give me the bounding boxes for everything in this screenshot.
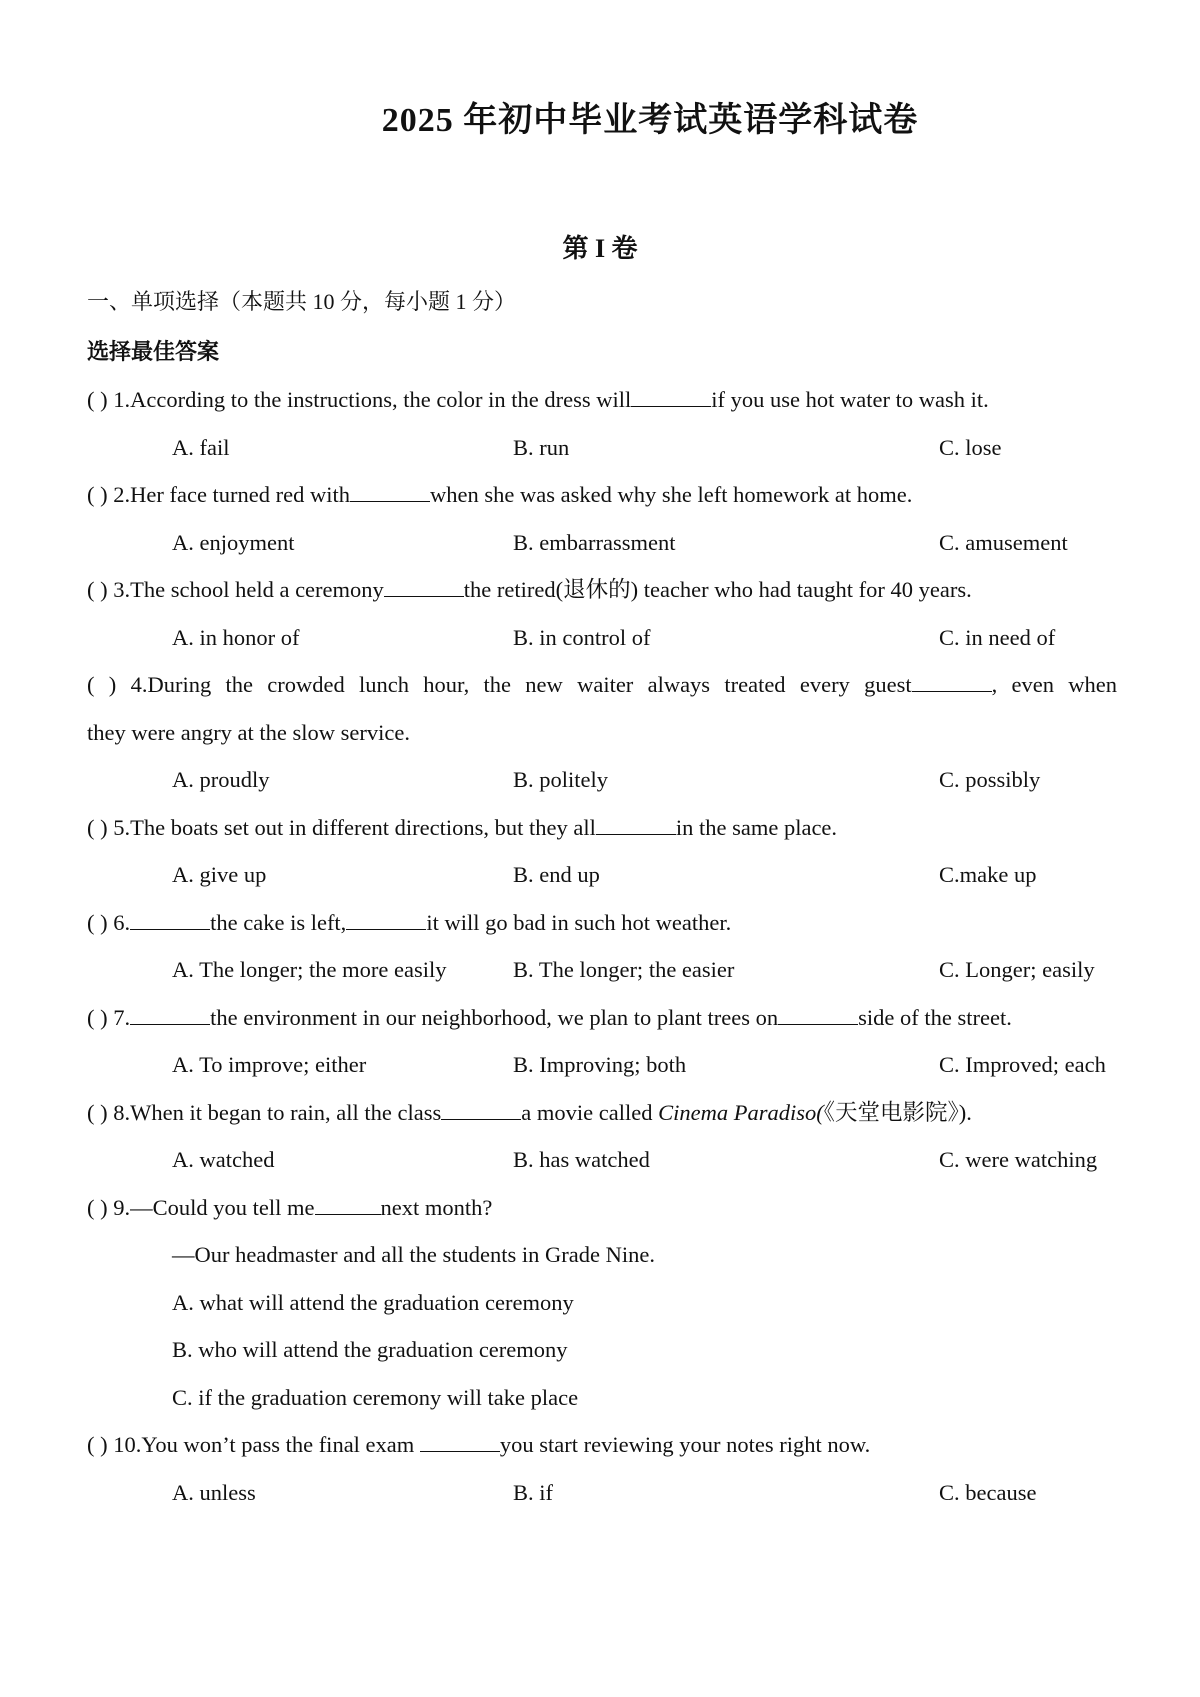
options-row	[87, 756, 1117, 804]
option-c[interactable]: C. were watching	[939, 1147, 1098, 1172]
option-c[interactable]: C. amusement	[939, 529, 1068, 555]
answer-blank	[631, 386, 711, 407]
answer-blank	[384, 576, 464, 597]
question-text: When it began to rain, all the class	[130, 1099, 442, 1125]
option-b[interactable]: B. The longer; the easier	[513, 957, 735, 982]
question-text: it will go bad in such hot weather.	[426, 909, 732, 935]
question-1	[87, 376, 1117, 471]
question-text: next month?	[380, 1194, 493, 1220]
question-stem	[87, 471, 1117, 519]
question-number: 5.	[113, 814, 131, 840]
question-3	[87, 566, 1117, 661]
options-row	[87, 519, 1117, 567]
question-text: The school held a ceremony	[130, 577, 384, 602]
question-stem	[87, 661, 1117, 709]
question-text: The boats set out in different directions, but they all	[130, 814, 596, 840]
option-a[interactable]: A. what will attend the graduation ceremony	[172, 1289, 574, 1315]
answer-blank	[346, 909, 426, 930]
option-a[interactable]: A. proudly	[172, 767, 270, 792]
question-stem	[87, 1089, 1117, 1137]
answer-blank	[912, 671, 992, 692]
question-stem	[87, 899, 1117, 947]
question-number: 7.	[113, 1004, 131, 1030]
question-text: in the same place.	[675, 814, 838, 840]
answer-paren[interactable]: ( )	[87, 814, 108, 840]
answer-blank	[315, 1194, 381, 1215]
question-number: 6.	[113, 909, 131, 935]
exam-title: 2025 年初中毕业考试英语学科试卷	[381, 102, 919, 139]
question-text: you start reviewing your notes right now.	[499, 1432, 871, 1457]
option-a[interactable]: A. fail	[172, 434, 230, 460]
option-a[interactable]: A. enjoyment	[172, 529, 295, 555]
option-b[interactable]: B. end up	[513, 862, 600, 887]
answer-paren[interactable]: ( )	[87, 1432, 108, 1457]
option-c[interactable]: C. if the graduation ceremony will take place	[172, 1384, 579, 1410]
options-row	[87, 946, 1117, 994]
movie-title: Cinema Paradiso(	[658, 1099, 824, 1125]
answer-blank	[350, 481, 430, 502]
option-b[interactable]: B. who will attend the graduation ceremony	[172, 1337, 568, 1362]
option-b[interactable]: B. politely	[513, 767, 608, 792]
volume-heading: 第 I 卷	[562, 234, 638, 263]
question-number: 4.	[130, 672, 148, 697]
option-b[interactable]: B. Improving; both	[513, 1052, 687, 1077]
question-stem	[87, 1184, 1117, 1232]
answer-paren[interactable]: ( )	[87, 482, 108, 507]
option-c[interactable]: C. in need of	[939, 624, 1056, 650]
option-c[interactable]: C. because	[939, 1479, 1037, 1505]
answer-blank	[778, 1004, 858, 1025]
options-row	[87, 1469, 1117, 1517]
section-title: 一、单项选择（本题共 10 分，每小题 1 分）	[87, 289, 517, 314]
question-stem	[87, 566, 1117, 614]
question-text: , even when	[991, 672, 1117, 697]
question-text: when she was asked why she left homework at home.	[430, 482, 913, 507]
question-text: According to the instructions, the color in the dress will	[130, 387, 632, 412]
question-8	[87, 1089, 1117, 1184]
option-b[interactable]: B. if	[513, 1479, 554, 1505]
question-text: —Could you tell me	[130, 1194, 315, 1220]
answer-paren[interactable]: ( )	[87, 909, 108, 935]
answer-paren[interactable]: ( )	[87, 577, 108, 602]
answer-paren[interactable]: ( )	[87, 1194, 108, 1220]
option-a[interactable]: A. give up	[172, 862, 267, 887]
question-text: side of the street.	[858, 1004, 1012, 1030]
option-a[interactable]: A. watched	[172, 1147, 275, 1172]
option-b[interactable]: B. run	[513, 434, 570, 460]
answer-paren[interactable]: ( )	[87, 672, 117, 697]
question-stem	[87, 1421, 1117, 1469]
answer-blank	[441, 1099, 521, 1120]
option-c[interactable]: C. Improved; each	[939, 1052, 1106, 1077]
options-row	[87, 1041, 1117, 1089]
question-text: You won’t pass the final exam	[141, 1432, 420, 1457]
answer-paren[interactable]: ( )	[87, 387, 108, 412]
option-a[interactable]: A. unless	[172, 1479, 256, 1505]
options-row	[87, 1136, 1117, 1184]
question-9	[87, 1184, 1117, 1422]
question-text: Her face turned red with	[130, 482, 351, 507]
option-c[interactable]: C. possibly	[939, 767, 1041, 792]
option-c[interactable]: C.make up	[939, 862, 1037, 887]
option-a[interactable]: A. To improve; either	[172, 1052, 367, 1077]
question-stem	[87, 994, 1117, 1042]
question-7	[87, 994, 1117, 1089]
question-text: if you use hot water to wash it.	[711, 387, 989, 412]
question-text: the cake is left,	[210, 909, 347, 935]
question-text: a movie called	[521, 1099, 659, 1125]
question-number: 3.	[113, 577, 131, 602]
question-text: During the crowded lunch hour, the new waiter always treated every guest	[147, 672, 912, 697]
question-list	[87, 376, 1117, 1516]
question-text: 《天堂电影院》).	[823, 1099, 972, 1125]
question-5	[87, 804, 1117, 899]
question-number: 9.	[113, 1194, 131, 1220]
option-c[interactable]: C. lose	[939, 434, 1002, 460]
question-stem	[87, 376, 1117, 424]
answer-blank	[130, 1004, 210, 1025]
question-stem	[87, 804, 1117, 852]
option-b[interactable]: B. in control of	[513, 624, 651, 650]
question-4	[87, 661, 1117, 804]
options-row	[87, 614, 1117, 662]
answer-paren[interactable]: ( )	[87, 1099, 108, 1125]
question-stem-continuation: they were angry at the slow service.	[87, 719, 410, 745]
option-b[interactable]: B. has watched	[513, 1147, 650, 1172]
question-text: the environment in our neighborhood, we plan to plant trees on	[210, 1004, 779, 1030]
question-number: 2.	[113, 482, 131, 507]
options-row	[87, 424, 1117, 472]
option-a[interactable]: A. The longer; the more easily	[172, 957, 447, 982]
question-6	[87, 899, 1117, 994]
section-instruction: 选择最佳答案	[87, 339, 220, 364]
question-number: 1.	[113, 387, 131, 412]
option-c[interactable]: C. Longer; easily	[939, 957, 1095, 982]
option-b[interactable]: B. embarrassment	[513, 529, 676, 555]
question-number: 8.	[113, 1099, 131, 1125]
answer-paren[interactable]: ( )	[87, 1004, 108, 1030]
options-row	[87, 851, 1117, 899]
answer-blank	[420, 1431, 500, 1452]
question-number: 10.	[113, 1432, 142, 1457]
option-a[interactable]: A. in honor of	[172, 624, 300, 650]
answer-blank	[130, 909, 210, 930]
question-2	[87, 471, 1117, 566]
question-10	[87, 1421, 1117, 1516]
answer-blank	[596, 814, 676, 835]
dialogue-reply: —Our headmaster and all the students in Grade Nine.	[172, 1242, 655, 1267]
question-text: the retired(退休的) teacher who had taught for 40 years.	[463, 577, 972, 602]
